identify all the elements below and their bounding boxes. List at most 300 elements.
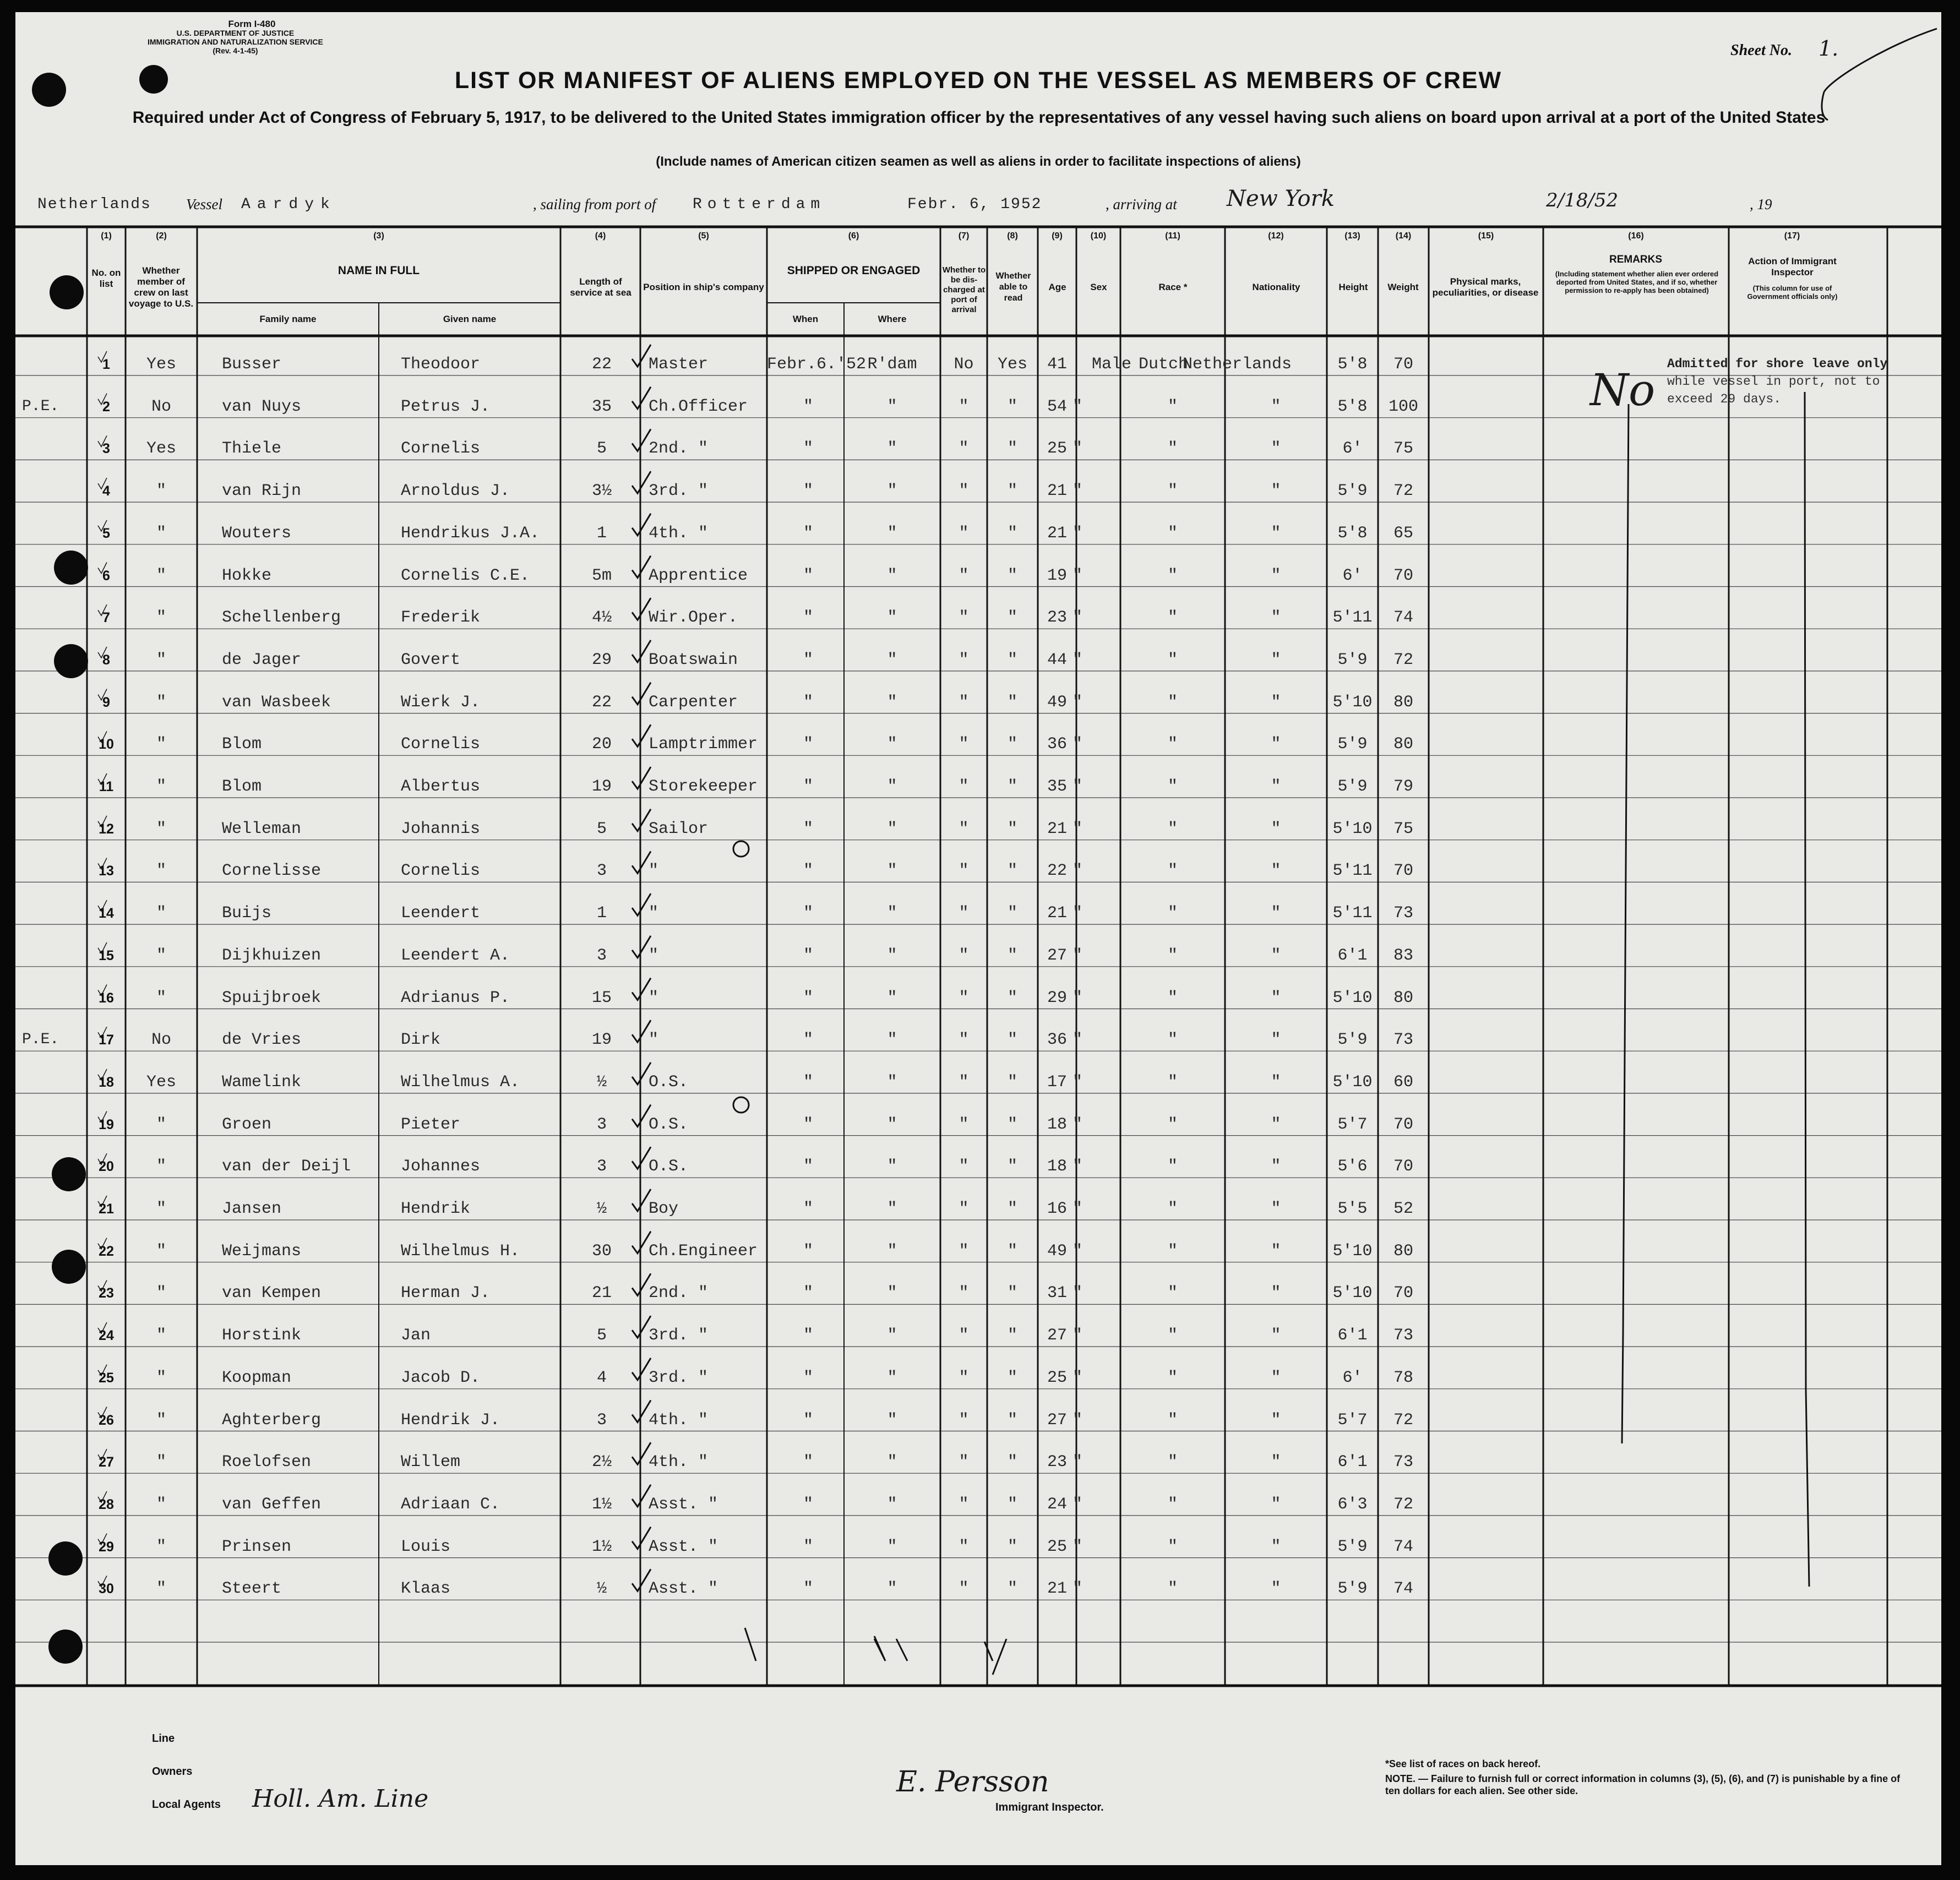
cell-where: " [887,1157,897,1176]
cell-height: 5'7 [1337,1115,1368,1134]
cell-weight: 72 [1393,1410,1413,1430]
cell-height: 5'10 [1332,988,1373,1007]
pe-mark: P.E. [22,1031,59,1049]
cell-where: " [887,397,897,416]
cell-race: " [1167,946,1178,965]
cell-weight: 74 [1393,608,1413,628]
column-number: (10) [1090,231,1107,241]
cell-sex: " [1072,1115,1083,1134]
cell-height: 5'10 [1332,1284,1373,1303]
cell-service: ½ [596,1200,607,1218]
cell-height: 5'8 [1337,355,1368,374]
cell-age: 36 [1047,735,1067,754]
cell-disch: " [959,1157,969,1176]
cell-service: 1½ [591,1537,612,1556]
cell-given: Cornelis [401,862,481,881]
cell-service: 1 [596,524,607,543]
cell-age: 21 [1047,524,1067,543]
cell-service: 3 [596,1410,607,1430]
cell-weight: 70 [1393,566,1413,585]
cell-family: de Vries [222,1031,302,1050]
cell-family: van der Deijl [222,1157,351,1176]
cell-age: 25 [1047,439,1067,459]
cell-service: 19 [591,1031,612,1050]
cell-where: " [887,1410,897,1430]
manifest-sheet [15,12,1941,1865]
column-number: (2) [156,231,167,241]
cell-read: " [1007,819,1017,838]
cell-race: " [1167,1115,1178,1134]
cell-sex: Male [1092,355,1132,374]
header-remarks-note: (Including statement whether alien ever ordered deported from United States, and if so, whether permission to re-apply has been obtained) [1555,270,1719,295]
cell-sex: " [1072,1031,1083,1050]
cell-read: " [1007,862,1017,881]
cell-nat: " [1271,904,1281,923]
pe-mark: P.E. [22,397,59,415]
cell-age: 23 [1047,608,1067,628]
cell-where: " [887,1115,897,1134]
cell-member: " [156,1241,166,1261]
remarks-line-3: exceed 29 days. [1667,392,1782,406]
cell-height: 5'5 [1337,1200,1368,1218]
cell-when: " [803,1115,813,1134]
cell-position: Asst. " [649,1495,718,1514]
cell-read: " [1007,566,1017,585]
cell-nat: " [1271,524,1281,543]
cell-nat: " [1271,777,1281,796]
cell-when: " [803,1579,813,1599]
cell-when: " [803,1200,813,1218]
cell-disch: " [959,397,969,416]
cell-where: " [887,650,897,669]
cell-family: Spuijbroek [222,988,322,1007]
cell-when: " [803,1368,813,1387]
cell-nat: " [1271,1031,1281,1050]
cell-race: " [1167,693,1178,712]
cell-nat: " [1271,693,1281,712]
cell-race: " [1167,1241,1178,1261]
punch-hole [48,1630,83,1664]
cell-where: " [887,524,897,543]
cell-sex: " [1072,1241,1083,1261]
cell-member: " [156,819,166,838]
cell-given: Jacob D. [401,1368,481,1387]
row-number: 25 [99,1370,114,1386]
footer-line-label: Line [152,1732,175,1745]
cell-sex: " [1072,693,1083,712]
sailing-port: Rotterdam [693,196,826,213]
cell-when: " [803,1410,813,1430]
inspector-label: Immigrant Inspector. [995,1801,1104,1813]
column-number: (1) [101,231,112,241]
cell-disch: " [959,946,969,965]
arrival-date: 2/18/52 [1546,189,1619,211]
cell-service: 29 [591,650,612,669]
cell-given: Jan [401,1326,431,1345]
cell-nat: " [1271,819,1281,838]
cell-when: " [803,439,813,459]
column-number: (4) [595,231,606,241]
flag-country: Netherlands [37,196,151,213]
header-length-of-service: Length of service at sea [570,276,631,298]
cell-age: 44 [1047,650,1067,669]
cell-where: " [887,1495,897,1514]
cell-age: 25 [1047,1368,1067,1387]
cell-sex: " [1072,777,1083,796]
cell-family: Aghterberg [222,1410,322,1430]
cell-sex: " [1072,1200,1083,1218]
cell-height: 5'8 [1337,524,1368,543]
cell-weight: 80 [1393,1241,1413,1261]
cell-nat: " [1271,1579,1281,1599]
header-remarks: REMARKS [1609,254,1663,265]
cell-race: " [1167,1031,1178,1050]
row-number: 13 [99,863,114,879]
cell-height: 6'1 [1337,946,1368,965]
cell-when: " [803,946,813,965]
cell-age: 27 [1047,1410,1067,1430]
cell-nat: " [1271,439,1281,459]
cell-where: " [887,608,897,628]
row-number: 11 [99,779,114,794]
cell-where: " [887,1200,897,1218]
cell-where: " [887,946,897,965]
cell-position: Wir.Oper. [649,608,738,628]
cell-position: Asst. " [649,1579,718,1599]
cell-member: " [156,735,166,754]
cell-age: 31 [1047,1284,1067,1303]
cell-given: Theodoor [401,355,481,374]
agency-line-1: U.S. DEPARTMENT OF JUSTICE [176,29,295,37]
cell-where: " [887,1284,897,1303]
agency-line-2: IMMIGRATION AND NATURALIZATION SERVICE [148,37,323,46]
cell-height: 5'10 [1332,819,1373,838]
cell-weight: 80 [1393,988,1413,1007]
cell-read: " [1007,1410,1017,1430]
cell-nat: " [1271,1157,1281,1176]
cell-sex: " [1072,524,1083,543]
cell-member: " [156,777,166,796]
cell-disch: " [959,1072,969,1092]
cell-member: " [156,1284,166,1303]
cell-sex: " [1072,608,1083,628]
cell-weight: 72 [1393,482,1413,501]
cell-member: No [151,1031,171,1050]
cell-nat: " [1271,946,1281,965]
cell-age: 23 [1047,1453,1067,1472]
cell-height: 6'3 [1337,1495,1368,1514]
cell-given: Arnoldus J. [401,482,510,501]
cell-age: 54 [1047,397,1067,416]
cell-family: de Jager [222,650,302,669]
cell-given: Willem [401,1453,461,1472]
cell-position: " [649,862,659,881]
cell-sex: " [1072,482,1083,501]
cell-height: 5'9 [1337,777,1368,796]
arriving-label: , arriving at [1106,196,1177,212]
cell-weight: 73 [1393,1453,1413,1472]
cell-race: " [1167,904,1178,923]
cell-disch: " [959,1031,969,1050]
header-age: Age [1048,282,1066,292]
cell-position: 2nd. " [649,1284,709,1303]
column-number: (9) [1052,231,1063,241]
cell-age: 17 [1047,1072,1067,1092]
row-number: 14 [99,906,114,922]
cell-weight: 100 [1388,397,1418,416]
row-number: 8 [102,652,110,668]
cell-read: " [1007,1072,1017,1092]
cell-nat: " [1271,1410,1281,1430]
cell-disch: " [959,693,969,712]
cell-race: " [1167,1284,1178,1303]
cell-age: 19 [1047,566,1067,585]
cell-weight: 75 [1393,439,1413,459]
cell-height: 6'1 [1337,1326,1368,1345]
cell-age: 36 [1047,1031,1067,1050]
column-number: (7) [958,231,970,241]
cell-race: " [1167,1326,1178,1345]
column-number: (17) [1784,231,1800,241]
cell-disch: " [959,819,969,838]
cell-given: Wilhelmus A. [401,1072,520,1092]
cell-position: Boy [649,1200,679,1218]
cell-read: " [1007,735,1017,754]
cell-height: 5'11 [1332,862,1373,881]
cell-family: Groen [222,1115,272,1134]
cell-sex: " [1072,439,1083,459]
row-number: 10 [99,737,114,753]
cell-where: " [887,1453,897,1472]
cell-given: Dirk [401,1031,441,1050]
cell-service: 15 [591,988,612,1007]
header-when: When [792,314,819,324]
remarks-handwritten: No [1590,364,1656,416]
punch-hole [54,644,88,678]
cell-disch: " [959,650,969,669]
cell-age: 21 [1047,904,1067,923]
cell-given: Cornelis C.E. [401,566,530,585]
column-number: (16) [1628,231,1644,241]
cell-member: " [156,1410,166,1430]
cell-read: " [1007,1368,1017,1387]
row-number: 2 [102,399,110,415]
cell-height: 5'9 [1337,735,1368,754]
cell-member: " [156,608,166,628]
cell-where: R'dam [867,355,917,374]
cell-sex: " [1072,650,1083,669]
cell-disch: " [959,439,969,459]
punch-hole [32,73,66,107]
cell-nat: " [1271,1072,1281,1092]
row-number: 15 [99,947,114,963]
cell-age: 21 [1047,819,1067,838]
form-revision: (Rev. 4-1-45) [213,46,258,55]
cell-position: 3rd. " [649,482,709,501]
cell-disch: " [959,735,969,754]
cell-family: Schellenberg [222,608,341,628]
header-where: Where [878,314,907,324]
cell-when: " [803,1241,813,1261]
cell-height: 5'9 [1337,1579,1368,1599]
cell-service: 20 [591,735,612,754]
cell-weight: 72 [1393,1495,1413,1514]
cell-given: Hendrikus J.A. [401,524,540,543]
cell-age: 29 [1047,988,1067,1007]
header-whether-member: Whether member of crew on last voyage to U.S. [128,265,194,309]
cell-given: Cornelis [401,735,481,754]
cell-service: 3½ [591,482,612,501]
cell-sex: " [1072,566,1083,585]
cell-position: Sailor [649,819,709,838]
cell-weight: 79 [1393,777,1413,796]
cell-service: ½ [596,1072,607,1092]
cell-nat: " [1271,608,1281,628]
cell-age: 27 [1047,946,1067,965]
cell-disch: " [959,1368,969,1387]
cell-service: 1 [596,904,607,923]
cell-family: Buijs [222,904,272,923]
cell-sex: " [1072,1326,1083,1345]
cell-family: Wouters [222,524,292,543]
cell-weight: 74 [1393,1579,1413,1599]
cell-where: " [887,1368,897,1387]
punch-hole [50,275,84,309]
header-action-note: (This column for use of Government officials only) [1747,284,1838,301]
cell-family: Blom [222,735,262,754]
cell-position: Apprentice [649,566,748,585]
cell-weight: 74 [1393,1537,1413,1556]
row-number: 4 [102,483,110,499]
cell-service: 5 [596,1326,607,1345]
row-number: 24 [99,1328,114,1344]
header-able-to-read: Whether able to read [995,271,1031,303]
cell-family: Busser [222,355,282,374]
cell-member: Yes [146,355,176,374]
cell-member: " [156,482,166,501]
cell-position: 2nd. " [649,439,709,459]
cell-read: " [1007,482,1017,501]
header-physical-marks: Physical marks, peculiarities, or disease [1432,276,1539,298]
cell-read: " [1007,1326,1017,1345]
cell-race: " [1167,735,1178,754]
cell-service: 22 [591,693,612,712]
cell-service: 2½ [591,1453,612,1472]
vessel-name: Aardyk [241,196,336,213]
cell-where: " [887,904,897,923]
cell-where: " [887,1072,897,1092]
footer-local-agents-value: Holl. Am. Line [252,1785,429,1813]
cell-given: Hendrik [401,1200,471,1218]
cell-nat: " [1271,1537,1281,1556]
cell-nat: " [1271,1241,1281,1261]
cell-disch: " [959,1453,969,1472]
cell-given: Leendert [401,904,481,923]
cell-race: " [1167,988,1178,1007]
cell-read: " [1007,439,1017,459]
cell-family: Prinsen [222,1537,292,1556]
cell-read: " [1007,777,1017,796]
footer-local-agents-label: Local Agents [152,1799,221,1811]
row-number: 9 [102,694,110,710]
footer-owners-label: Owners [152,1765,193,1778]
cell-when: " [803,1537,813,1556]
cell-age: 21 [1047,482,1067,501]
cell-weight: 73 [1393,904,1413,923]
cell-sex: " [1072,1579,1083,1599]
cell-height: 5'11 [1332,608,1373,628]
cell-weight: 72 [1393,650,1413,669]
cell-disch: No [954,355,974,374]
cell-race: Dutch [1139,355,1189,374]
cell-family: Wamelink [222,1072,302,1092]
cell-service: 35 [591,397,612,416]
cell-member: " [156,566,166,585]
form-number: Form I-480 [228,19,276,29]
cell-age: 16 [1047,1200,1067,1218]
row-number: 23 [99,1285,114,1301]
cell-sex: " [1072,904,1083,923]
cell-age: 25 [1047,1537,1067,1556]
cell-service: 4½ [591,608,612,628]
cell-weight: 75 [1393,819,1413,838]
cell-family: Horstink [222,1326,302,1345]
header-nationality: Nationality [1252,282,1300,292]
cell-race: " [1167,439,1178,459]
cell-read: " [1007,1537,1017,1556]
cell-position: O.S. [649,1072,689,1092]
cell-given: Wilhelmus H. [401,1241,520,1261]
cell-member: " [156,946,166,965]
row-number: 1 [102,357,110,372]
cell-nat: " [1271,988,1281,1007]
cell-disch: " [959,1495,969,1514]
cell-disch: " [959,777,969,796]
cell-race: " [1167,1453,1178,1472]
cell-family: van Wasbeek [222,693,331,712]
header-name-in-full: NAME IN FULL [337,264,420,277]
cell-weight: 70 [1393,355,1413,374]
cell-nat: " [1271,1284,1281,1303]
cell-nat: " [1271,1453,1281,1472]
cell-sex: " [1072,1453,1083,1472]
cell-family: Steert [222,1579,282,1599]
cell-when: " [803,650,813,669]
cell-race: " [1167,1072,1178,1092]
header-weight: Weight [1387,282,1419,292]
cell-race: " [1167,819,1178,838]
cell-position: 4th. " [649,524,709,543]
cell-read: " [1007,1284,1017,1303]
column-number: (8) [1007,231,1018,241]
cell-nat: " [1271,482,1281,501]
cell-given: Pieter [401,1115,461,1134]
row-number: 28 [99,1496,114,1512]
cell-read: " [1007,1241,1017,1261]
cell-service: 3 [596,1157,607,1176]
cell-sex: " [1072,1495,1083,1514]
row-number: 19 [99,1116,114,1132]
cell-service: 5m [591,566,612,585]
cell-position: Storekeeper [649,777,758,796]
header-position: Position in ship's company [643,282,764,292]
column-number: (14) [1395,231,1412,241]
cell-member: " [156,650,166,669]
cell-weight: 80 [1393,693,1413,712]
cell-member: Yes [146,439,176,459]
cell-race: " [1167,1537,1178,1556]
cell-when: " [803,608,813,628]
